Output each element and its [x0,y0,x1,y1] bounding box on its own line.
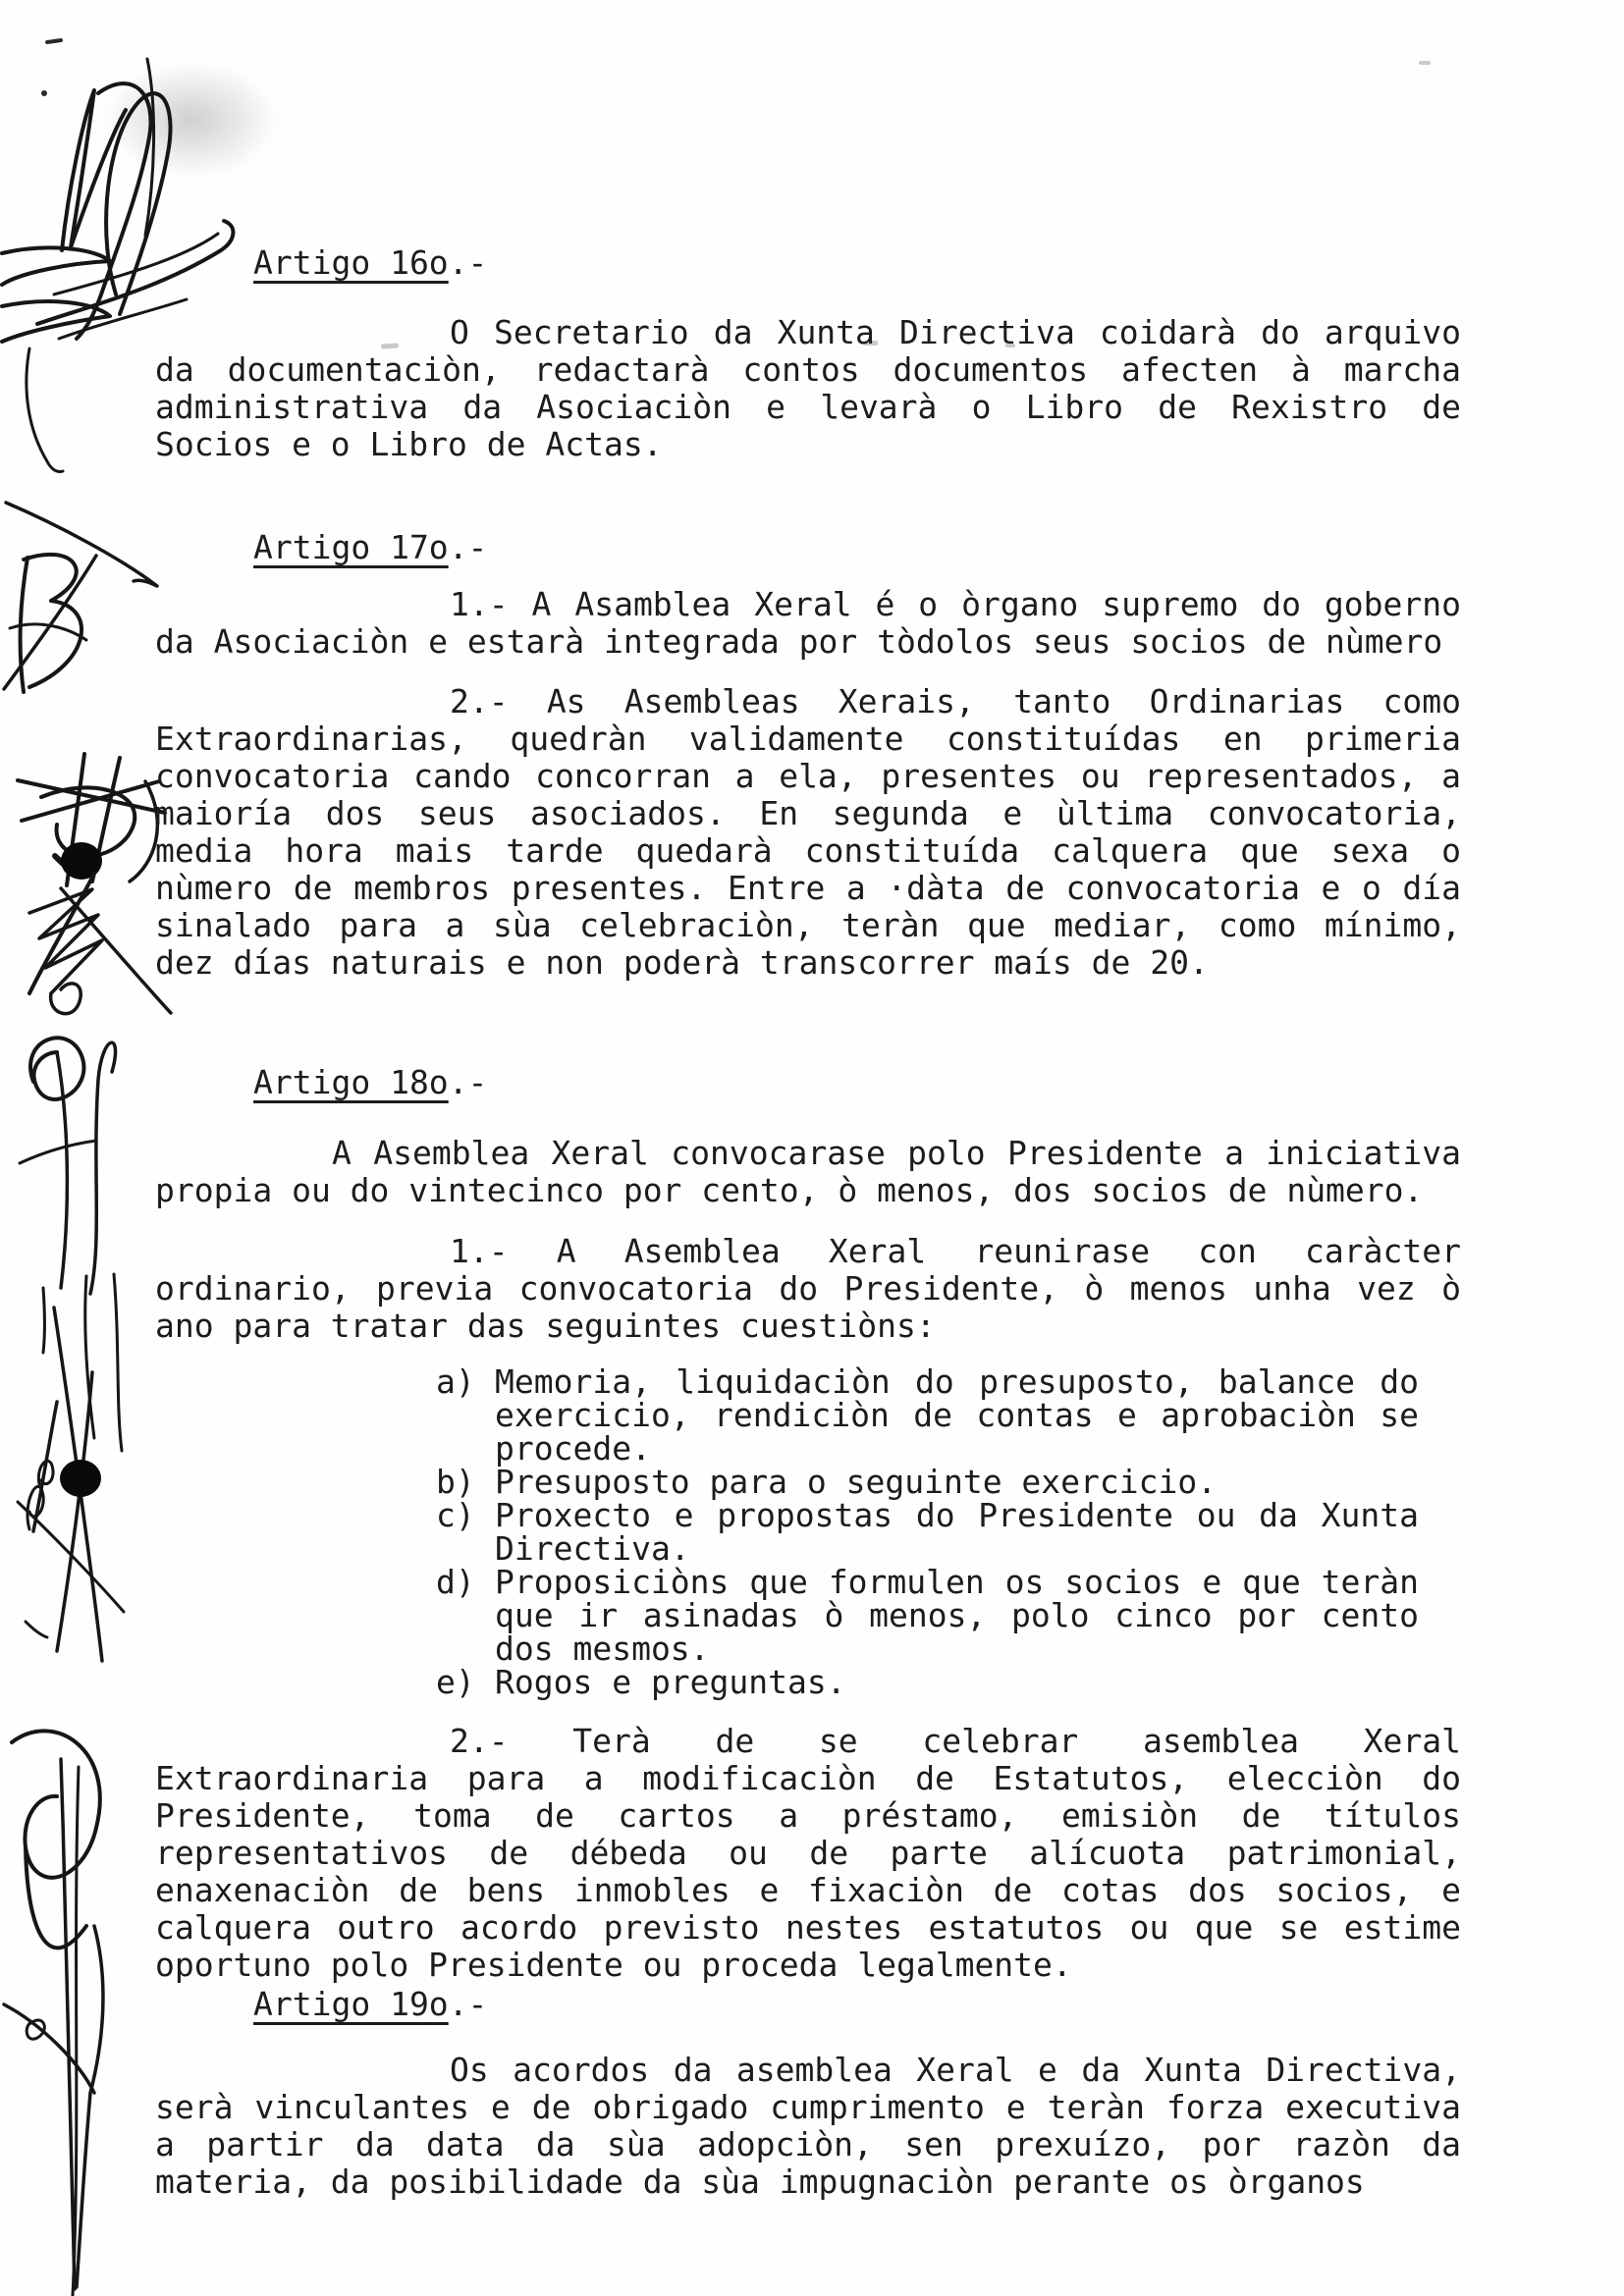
signature-scribble-bottom [4,1731,103,2295]
zigzag-scribble [29,874,171,1014]
list-item-d-text: Proposiciòns que formulen os socios e que teràn que ir asinadas ò menos, polo cinco por cento dos mesmos. [495,1563,1419,1668]
article-18-intro-paragraph: A Asemblea Xeral convocarase polo Presidente a iniciativa propia ou do vintecinco por cento, ò menos, dos socios de nùmero. [155,1134,1461,1209]
list-item-e-marker: e) [436,1663,475,1701]
wavy-scribble-left [2,247,110,471]
pen-mark [41,90,47,96]
article-18-paragraph-2: 2.- Terà de se celebrar asemblea Xeral Extraordinaria para a modificaciòn de Estatutos, elecciòn do Presidente, toma de cartos a préstamo, emisiòn de títulos representativos de débeda ou de parte alícuota patrimonial, enaxenaciòn de bens inmobles e fixaciòn de cotas dos socios, e calquera outro acordo previsto nestes estatutos ou que se estime oportuno polo Presidente ou proceda legalmente. [155,1722,1461,1984]
article-19-title [253,1985,487,2024]
list-item-d-marker: d) [436,1563,475,1601]
crossed-lines-scribble [18,1308,124,1661]
list-item-c-text: Proxecto e propostas do Presidente ou da Xunta Directiva. [495,1496,1419,1568]
list-item-a-marker: a) [436,1362,475,1401]
loop-scribble [20,1038,122,1451]
list-item-b-marker: b) [436,1463,475,1501]
list-item-b-text: Presuposto para o seguinte exercicio. [495,1463,1218,1501]
list-item-e-text: Rogos e preguntas. [495,1663,846,1701]
ink-dot [61,842,102,880]
arrow-stroke [6,503,157,586]
article-17-title-suffix: .- [448,528,488,566]
article-19-title-suffix: .- [448,1985,488,2023]
article-18-title [253,1063,487,1102]
list-item-a-text: Memoria, liquidaciòn do presuposto, balance do exercicio, rendiciòn de contas e aprobaciòn se procede. [495,1362,1419,1468]
list-item-d [436,1563,1419,1668]
list-item-e [436,1663,1419,1701]
list-item-c-marker: c) [436,1496,475,1534]
article-18-title-suffix: .- [448,1063,488,1101]
article-17-title [253,528,487,567]
article-17-title-text: Artigo 17o [253,528,449,566]
hash-scribble [18,754,165,885]
article-16-title-suffix: .- [448,243,488,282]
article-18-title-text: Artigo 18o [253,1063,449,1101]
article-17-paragraph-1: 1.- A Asamblea Xeral é o òrgano supremo do goberno da Asociaciòn e estarà integrada por tòdolos seus socios de nùmero [155,585,1461,661]
article-19-title-text: Artigo 19o [253,1985,449,2023]
list-item-c [436,1496,1419,1568]
b-shaped-scribble [4,555,96,692]
article-16-title [253,243,487,283]
article-16-paragraph: O Secretario da Xunta Directiva coidarà do arquivo da documentaciòn, redactarà contos documentos afecten à marcha administrativa da Asociaciòn e levarà o Libro de Rexistro de Socios e o Libro de Actas. [155,313,1461,463]
article-17-paragraph-2: 2.- As Asembleas Xerais, tanto Ordinarias como Extraordinarias, quedràn validamente constituídas en primeria convocatoria cando concorran a ela, presentes ou representados, a maioría dos seus asociados. En segunda e ùltima convocatoria, media hora mais tarde quedarà constituída calquera que sexa o nùmero de membros presentes. Entre a ·dàta de convocatoria e o día sinalado para a sùa celebraciòn, teràn que mediar, como mínimo, dez días naturais e non poderà transcorrer maís de 20. [155,682,1461,982]
scan-smudge [103,61,280,179]
article-19-paragraph: Os acordos da asemblea Xeral e da Xunta Directiva, serà vinculantes e de obrigado cumprimento e teràn forza executiva a partir da data da sùa adopciòn, sen prexuízo, por razòn da materia, da posibilidade da sùa impugnaciòn perante os òrganos [155,2051,1461,2201]
article-18-paragraph-1: 1.- A Asemblea Xeral reunirase con caràcter ordinario, previa convocatoria do Presidente, ò menos unha vez ò ano para tratar das seguintes cuestiòns: [155,1232,1461,1345]
list-item-a [436,1362,1419,1468]
article-16-title-text: Artigo 16o [253,243,449,282]
ink-dot [60,1460,101,1497]
agenda-list [436,1362,1419,1701]
scan-speck [1419,61,1431,65]
list-item-b [436,1463,1419,1501]
pen-mark [45,38,63,44]
